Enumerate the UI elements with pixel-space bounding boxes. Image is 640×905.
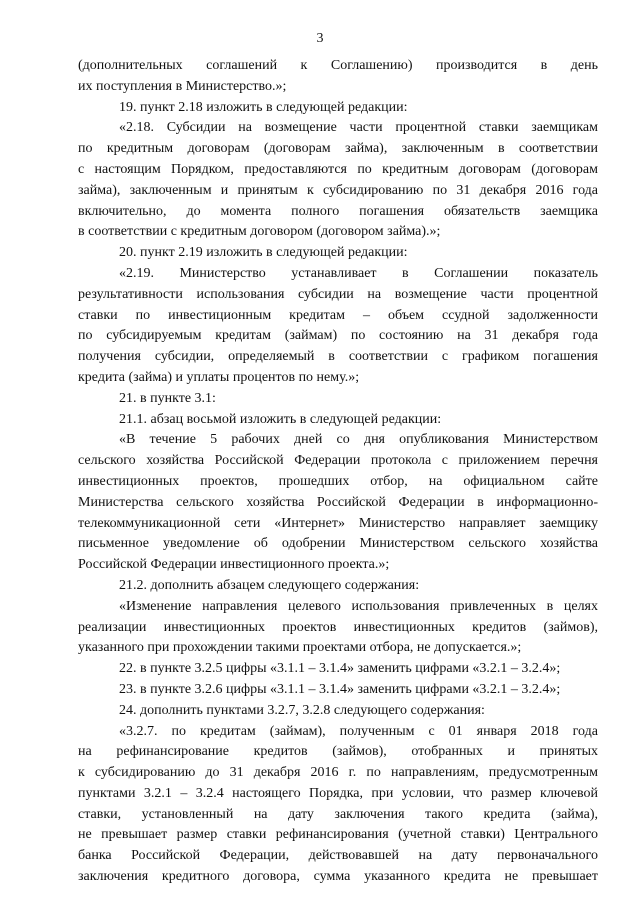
text-line: не превышает размер ставки рефинансирования (учетной ставки) Центрального xyxy=(78,827,598,843)
text-line: 20. пункт 2.19 изложить в следующей редакции: xyxy=(119,245,408,261)
text-line: 24. дополнить пунктами 3.2.7, 3.2.8 следующего содержания: xyxy=(119,702,485,718)
text-line: «2.19. Министерство устанавливает в Соглашении показатель xyxy=(119,265,598,281)
text-line: 21. в пункте 3.1: xyxy=(119,390,216,406)
text-line: результативности использования субсидии на возмещение части процентной xyxy=(78,286,598,302)
text-line: 22. в пункте 3.2.5 цифры «3.1.1 – 3.1.4» заменить цифрами «3.2.1 – 3.2.4»; xyxy=(119,661,561,677)
text-line: 19. пункт 2.18 изложить в следующей редакции: xyxy=(119,99,408,115)
text-line: по субсидируемым кредитам (займам) по состоянию на 31 декабря года xyxy=(78,328,598,344)
text-line: указанного при прохождении такими проектами отбора, не допускается.»; xyxy=(78,640,522,656)
text-line: банка Российской Федерации, действовавшей на дату первоначального xyxy=(78,848,598,864)
text-line: с настоящим Порядком, предоставляются по кредитным договорам (договорам xyxy=(78,161,598,177)
text-line: Министерства сельского хозяйства Российской Федерации в информационно- xyxy=(78,494,598,510)
text-line: Российской Федерации инвестиционного проекта.»; xyxy=(78,557,390,573)
text-line: «3.2.7. по кредитам (займам), полученным с 01 января 2018 года xyxy=(119,723,598,739)
text-line: ставки, установленный на дату заключения такого кредита (займа), xyxy=(78,806,598,822)
text-line: включительно, до момента полного погашения обязательств заемщика xyxy=(78,203,598,219)
text-line: 21.2. дополнить абзацем следующего содержания: xyxy=(119,577,420,593)
text-line: кредита (займа) и уплаты процентов по нему.»; xyxy=(78,369,360,385)
text-line: к субсидированию до 31 декабря 2016 г. по направлениям, предусмотренным xyxy=(78,765,598,781)
text-line: «2.18. Субсидии на возмещение части процентной ставки заемщикам xyxy=(119,120,598,136)
text-line: сельского хозяйства Российской Федерации протокола с приложением перечня xyxy=(78,453,598,469)
text-line: в соответствии с кредитным договором (договором займа).»; xyxy=(78,224,441,240)
text-line: 21.1. абзац восьмой изложить в следующей редакции: xyxy=(119,411,442,427)
text-line: письменное уведомление об одобрении Министерством сельского хозяйства xyxy=(78,536,598,552)
text-line: реализации инвестиционных проектов инвестиционных кредитов (займов), xyxy=(78,619,598,635)
text-line: телекоммуникационной сети «Интернет» Министерство направляет заемщику xyxy=(78,515,598,531)
text-line: 23. в пункте 3.2.6 цифры «3.1.1 – 3.1.4» заменить цифрами «3.2.1 – 3.2.4»; xyxy=(119,681,561,697)
text-line: заключения кредитного договора, сумма указанного кредита не превышает xyxy=(78,869,598,885)
text-line: «Изменение направления целевого использования привлеченных в целях xyxy=(119,598,598,614)
text-line: инвестиционных проектов, прошедших отбор, на официальном сайте xyxy=(78,473,598,489)
text-line: на рефинансирование кредитов (займов), отобранных и принятых xyxy=(78,744,598,760)
text-line: пунктами 3.2.1 – 3.2.4 настоящего Порядка, при условии, что размер ключевой xyxy=(78,785,598,801)
text-line: займа), заключенным и принятым к субсидированию по 31 декабря 2016 года xyxy=(78,182,598,198)
page-number: 3 xyxy=(316,31,324,46)
text-line: по кредитным договорам (договорам займа), заключенным в соответствии xyxy=(78,141,598,157)
body-text xyxy=(78,56,598,888)
text-line: «В течение 5 рабочих дней со дня опубликования Министерством xyxy=(119,432,598,448)
text-line: их поступления в Министерство.»; xyxy=(78,78,287,94)
text-line: ставки по инвестиционным кредитам – объем ссудной задолженности xyxy=(78,307,598,323)
text-line: (дополнительных соглашений к Соглашению) производится в день xyxy=(78,58,598,73)
text-line: получения субсидии, определяемый в соответствии с графиком погашения xyxy=(78,349,598,365)
